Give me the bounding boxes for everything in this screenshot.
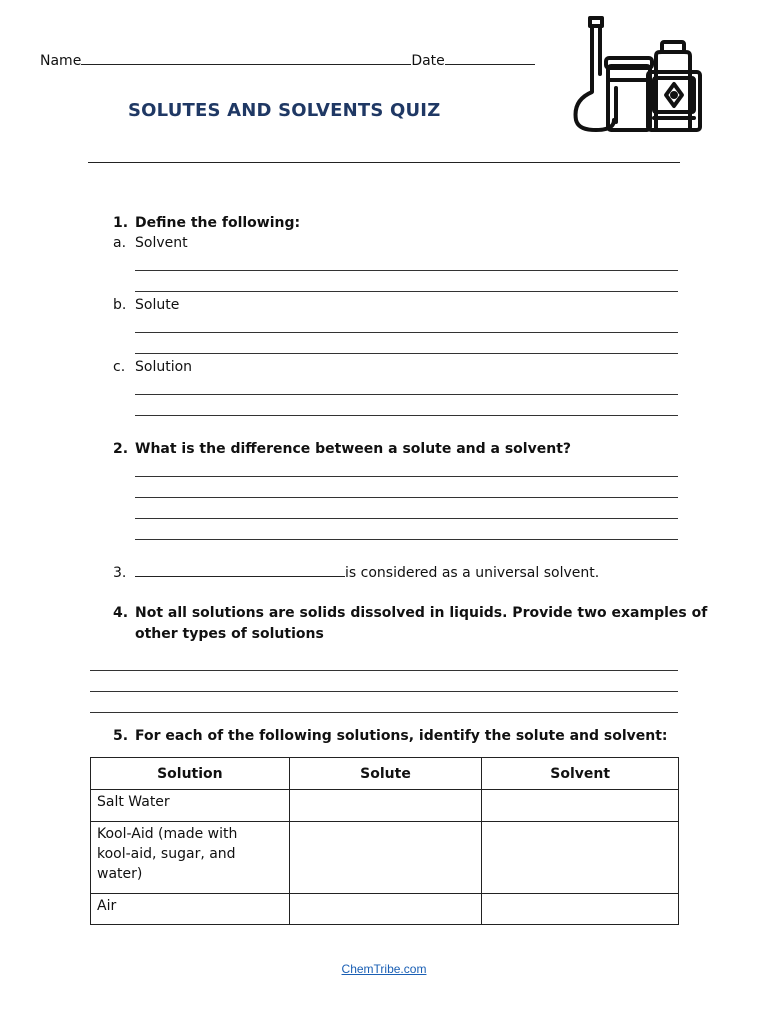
term-solution xyxy=(113,357,192,377)
question-prompt-line-2: other types of solutions xyxy=(135,626,324,642)
question-prompt: What is the difference between a solute and a solvent? xyxy=(135,441,572,457)
solvent-answer-cell[interactable] xyxy=(482,790,679,822)
question-prompt-line-1: Not all solutions are solids dissolved in liquids. Provide two examples of xyxy=(135,605,708,621)
date-label: Date xyxy=(411,53,445,69)
solution-line: Kool-Aid (made with xyxy=(97,826,238,842)
question-text: is considered as a universal solvent. xyxy=(345,565,600,581)
question-prompt: For each of the following solutions, identify the solute and solvent: xyxy=(135,728,668,744)
question-4 xyxy=(113,603,707,623)
item-term: Solute xyxy=(135,297,180,313)
name-blank[interactable] xyxy=(81,50,411,65)
table-row xyxy=(91,822,679,894)
solvent-answer-cell[interactable] xyxy=(482,894,679,925)
header-divider xyxy=(88,162,680,163)
question-2 xyxy=(113,439,571,459)
question-number: 4. xyxy=(113,605,129,621)
column-header-solute: Solute xyxy=(289,758,482,790)
date-blank[interactable] xyxy=(445,50,535,65)
solution-cell: Air xyxy=(91,894,290,925)
answer-line[interactable] xyxy=(90,712,678,713)
answer-line[interactable] xyxy=(135,394,678,395)
answer-line[interactable] xyxy=(135,353,678,354)
question-number: 5. xyxy=(113,728,129,744)
answer-line[interactable] xyxy=(90,670,678,671)
column-header-solution: Solution xyxy=(91,758,290,790)
question-3 xyxy=(113,562,599,583)
answer-line[interactable] xyxy=(135,270,678,271)
solution-line: kool-aid, sugar, and xyxy=(97,846,236,862)
fill-in-blank[interactable] xyxy=(135,562,345,577)
answer-line[interactable] xyxy=(135,415,678,416)
term-solvent xyxy=(113,233,188,253)
column-header-solvent: Solvent xyxy=(482,758,679,790)
solute-answer-cell[interactable] xyxy=(289,822,482,894)
item-letter: c. xyxy=(113,359,126,375)
question-1 xyxy=(113,213,300,233)
solution-cell: Salt Water xyxy=(91,790,290,822)
table-row xyxy=(91,790,679,822)
answer-line[interactable] xyxy=(90,691,678,692)
solution-line: water) xyxy=(97,866,143,882)
answer-line[interactable] xyxy=(135,476,678,477)
answer-line[interactable] xyxy=(135,497,678,498)
solution-cell xyxy=(91,822,290,894)
footer-link[interactable] xyxy=(0,962,768,976)
question-prompt: Define the following: xyxy=(135,215,301,231)
name-label: Name xyxy=(40,53,82,69)
answer-line[interactable] xyxy=(135,291,678,292)
term-solute xyxy=(113,295,179,315)
item-term: Solution xyxy=(135,359,193,375)
question-5 xyxy=(113,726,668,746)
item-letter: a. xyxy=(113,235,127,251)
item-letter: b. xyxy=(113,297,127,313)
solutions-table xyxy=(90,757,679,925)
answer-line[interactable] xyxy=(135,518,678,519)
chemistry-bottles-icon xyxy=(570,14,706,136)
question-number: 2. xyxy=(113,441,129,457)
question-number: 1. xyxy=(113,215,129,231)
answer-line[interactable] xyxy=(135,332,678,333)
page-title: SOLUTES AND SOLVENTS QUIZ xyxy=(128,100,441,121)
solute-answer-cell[interactable] xyxy=(289,790,482,822)
answer-line[interactable] xyxy=(135,539,678,540)
item-term: Solvent xyxy=(135,235,188,251)
solvent-answer-cell[interactable] xyxy=(482,822,679,894)
table-row xyxy=(91,894,679,925)
footer-link-text[interactable]: ChemTribe.com xyxy=(341,962,427,976)
table-header-row xyxy=(91,758,679,790)
solute-answer-cell[interactable] xyxy=(289,894,482,925)
name-field[interactable] xyxy=(40,50,535,71)
question-number: 3. xyxy=(113,565,127,581)
